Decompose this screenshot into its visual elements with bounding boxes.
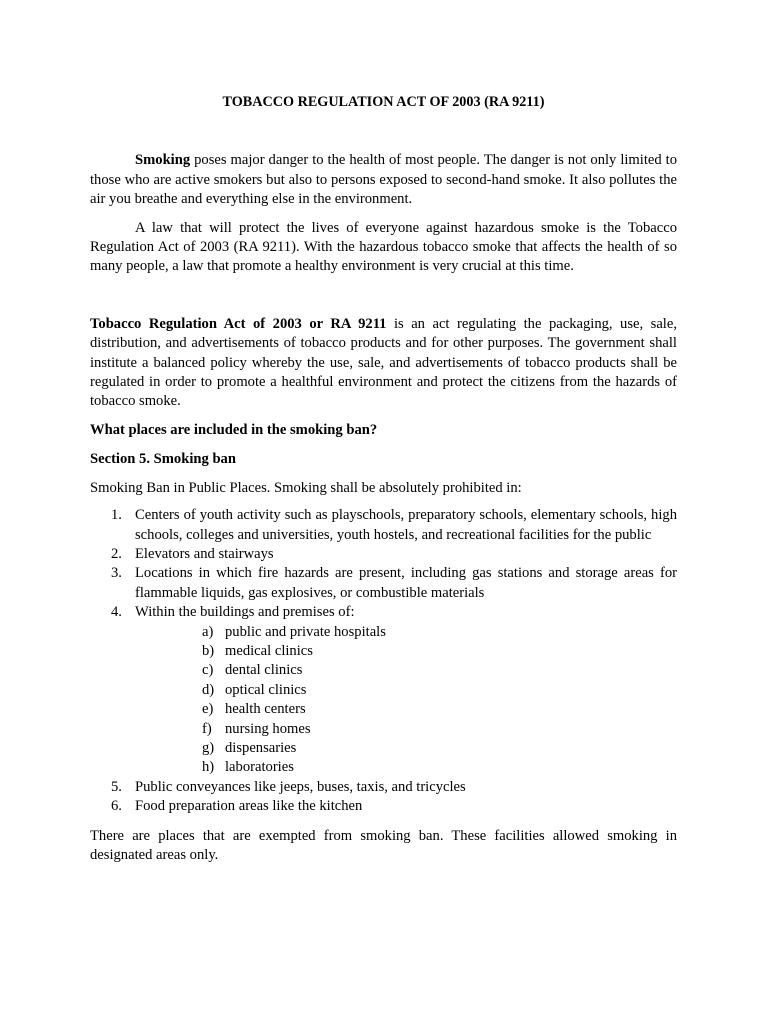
- document-body: [90, 93, 677, 865]
- sublist-item: [135, 623, 677, 642]
- list-item-number: 5.: [111, 778, 122, 795]
- sublist-item-text: medical clinics: [225, 642, 313, 659]
- act-definition-bold: Tobacco Regulation Act of 2003 or RA 9211: [90, 315, 387, 332]
- list-item-number: 3.: [111, 565, 122, 582]
- sublist-item-text: laboratories: [225, 759, 294, 776]
- sublist-item-letter: b): [202, 642, 215, 659]
- sublist-item-text: public and private hospitals: [225, 623, 386, 640]
- sublist-item-letter: h): [202, 759, 215, 776]
- sublist-item-letter: a): [202, 623, 214, 640]
- list-item: [90, 603, 677, 778]
- sublist-item-text: dispensaries: [225, 739, 297, 756]
- banned-places-list: [90, 506, 677, 817]
- sublist-item-letter: d): [202, 681, 215, 698]
- document-title: TOBACCO REGULATION ACT OF 2003 (RA 9211): [222, 94, 545, 110]
- question-heading: What places are included in the smoking ban?: [90, 421, 378, 438]
- intro-paragraph-bold: Smoking: [135, 152, 191, 169]
- section-heading: Section 5. Smoking ban: [90, 451, 236, 468]
- intro-paragraph: [90, 151, 677, 209]
- list-item-number: 1.: [111, 507, 122, 524]
- intro-paragraph-text: poses major danger to the health of most people. The danger is not only limited to those who are active smokers but also to persons exposed to second-hand smoke. It also pollutes the air you breathe and everything else in the environment.: [90, 152, 677, 208]
- law-paragraph: A law that will protect the lives of everyone against hazardous smoke is the Tobacco Regulation Act of 2003 (RA 9211). With the hazardous tobacco smoke that affects the health of so many people, a law that promote a healthy environment is very crucial at this time.: [90, 219, 677, 275]
- list-item: [90, 797, 677, 816]
- sublist-item: [135, 700, 677, 719]
- sublist-item-letter: f): [202, 720, 212, 737]
- list-item-text: Centers of youth activity such as playschools, preparatory schools, elementary schools, high schools, colleges and universities, youth hostels, and recreational facilities for the public: [135, 507, 677, 543]
- list-item-number: 6.: [111, 798, 122, 815]
- list-item-text: Food preparation areas like the kitchen: [135, 798, 363, 815]
- sublist-item: [135, 681, 677, 700]
- act-definition-paragraph: [90, 315, 677, 412]
- list-item-text: Elevators and stairways: [135, 545, 274, 562]
- list-item: [90, 778, 677, 797]
- sublist-item: [135, 661, 677, 680]
- list-item-text: Within the buildings and premises of:: [135, 604, 355, 621]
- sublist-item-letter: g): [202, 739, 215, 756]
- sublist-item-text: dental clinics: [225, 662, 303, 679]
- sublist-item: [135, 720, 677, 739]
- list-item-number: 2.: [111, 545, 122, 562]
- list-item-text: Locations in which fire hazards are present, including gas stations and storage areas for flammable liquids, gas explosives, or combustible materials: [135, 565, 677, 601]
- sublist-item-letter: e): [202, 701, 214, 718]
- sublist-item: [135, 739, 677, 758]
- list-item: [90, 545, 677, 564]
- premises-sublist: [135, 623, 677, 778]
- sublist-item: [135, 642, 677, 661]
- act-definition-text: is an act regulating the packaging, use, sale, distribution, and advertisements of tobacco products and for other purposes. The government shall institute a balanced policy whereby the use, sale, and advertisements of tobacco products shall be regulated in order to promote a healthful environment and protect the citizens from the hazards of tobacco smoke.: [90, 315, 677, 410]
- ban-intro-text: Smoking Ban in Public Places. Smoking shall be absolutely prohibited in:: [90, 479, 522, 496]
- list-item-number: 4.: [111, 604, 122, 621]
- list-item: [90, 506, 677, 545]
- sublist-item-text: optical clinics: [225, 681, 307, 698]
- sublist-item-text: health centers: [225, 701, 306, 718]
- list-item: [90, 564, 677, 603]
- sublist-item: [135, 758, 677, 777]
- exemption-paragraph: There are places that are exempted from smoking ban. These facilities allowed smoking in designated areas only.: [90, 827, 677, 863]
- sublist-item-text: nursing homes: [225, 720, 311, 737]
- list-item-text: Public conveyances like jeeps, buses, taxis, and tricycles: [135, 778, 466, 795]
- sublist-item-letter: c): [202, 662, 214, 679]
